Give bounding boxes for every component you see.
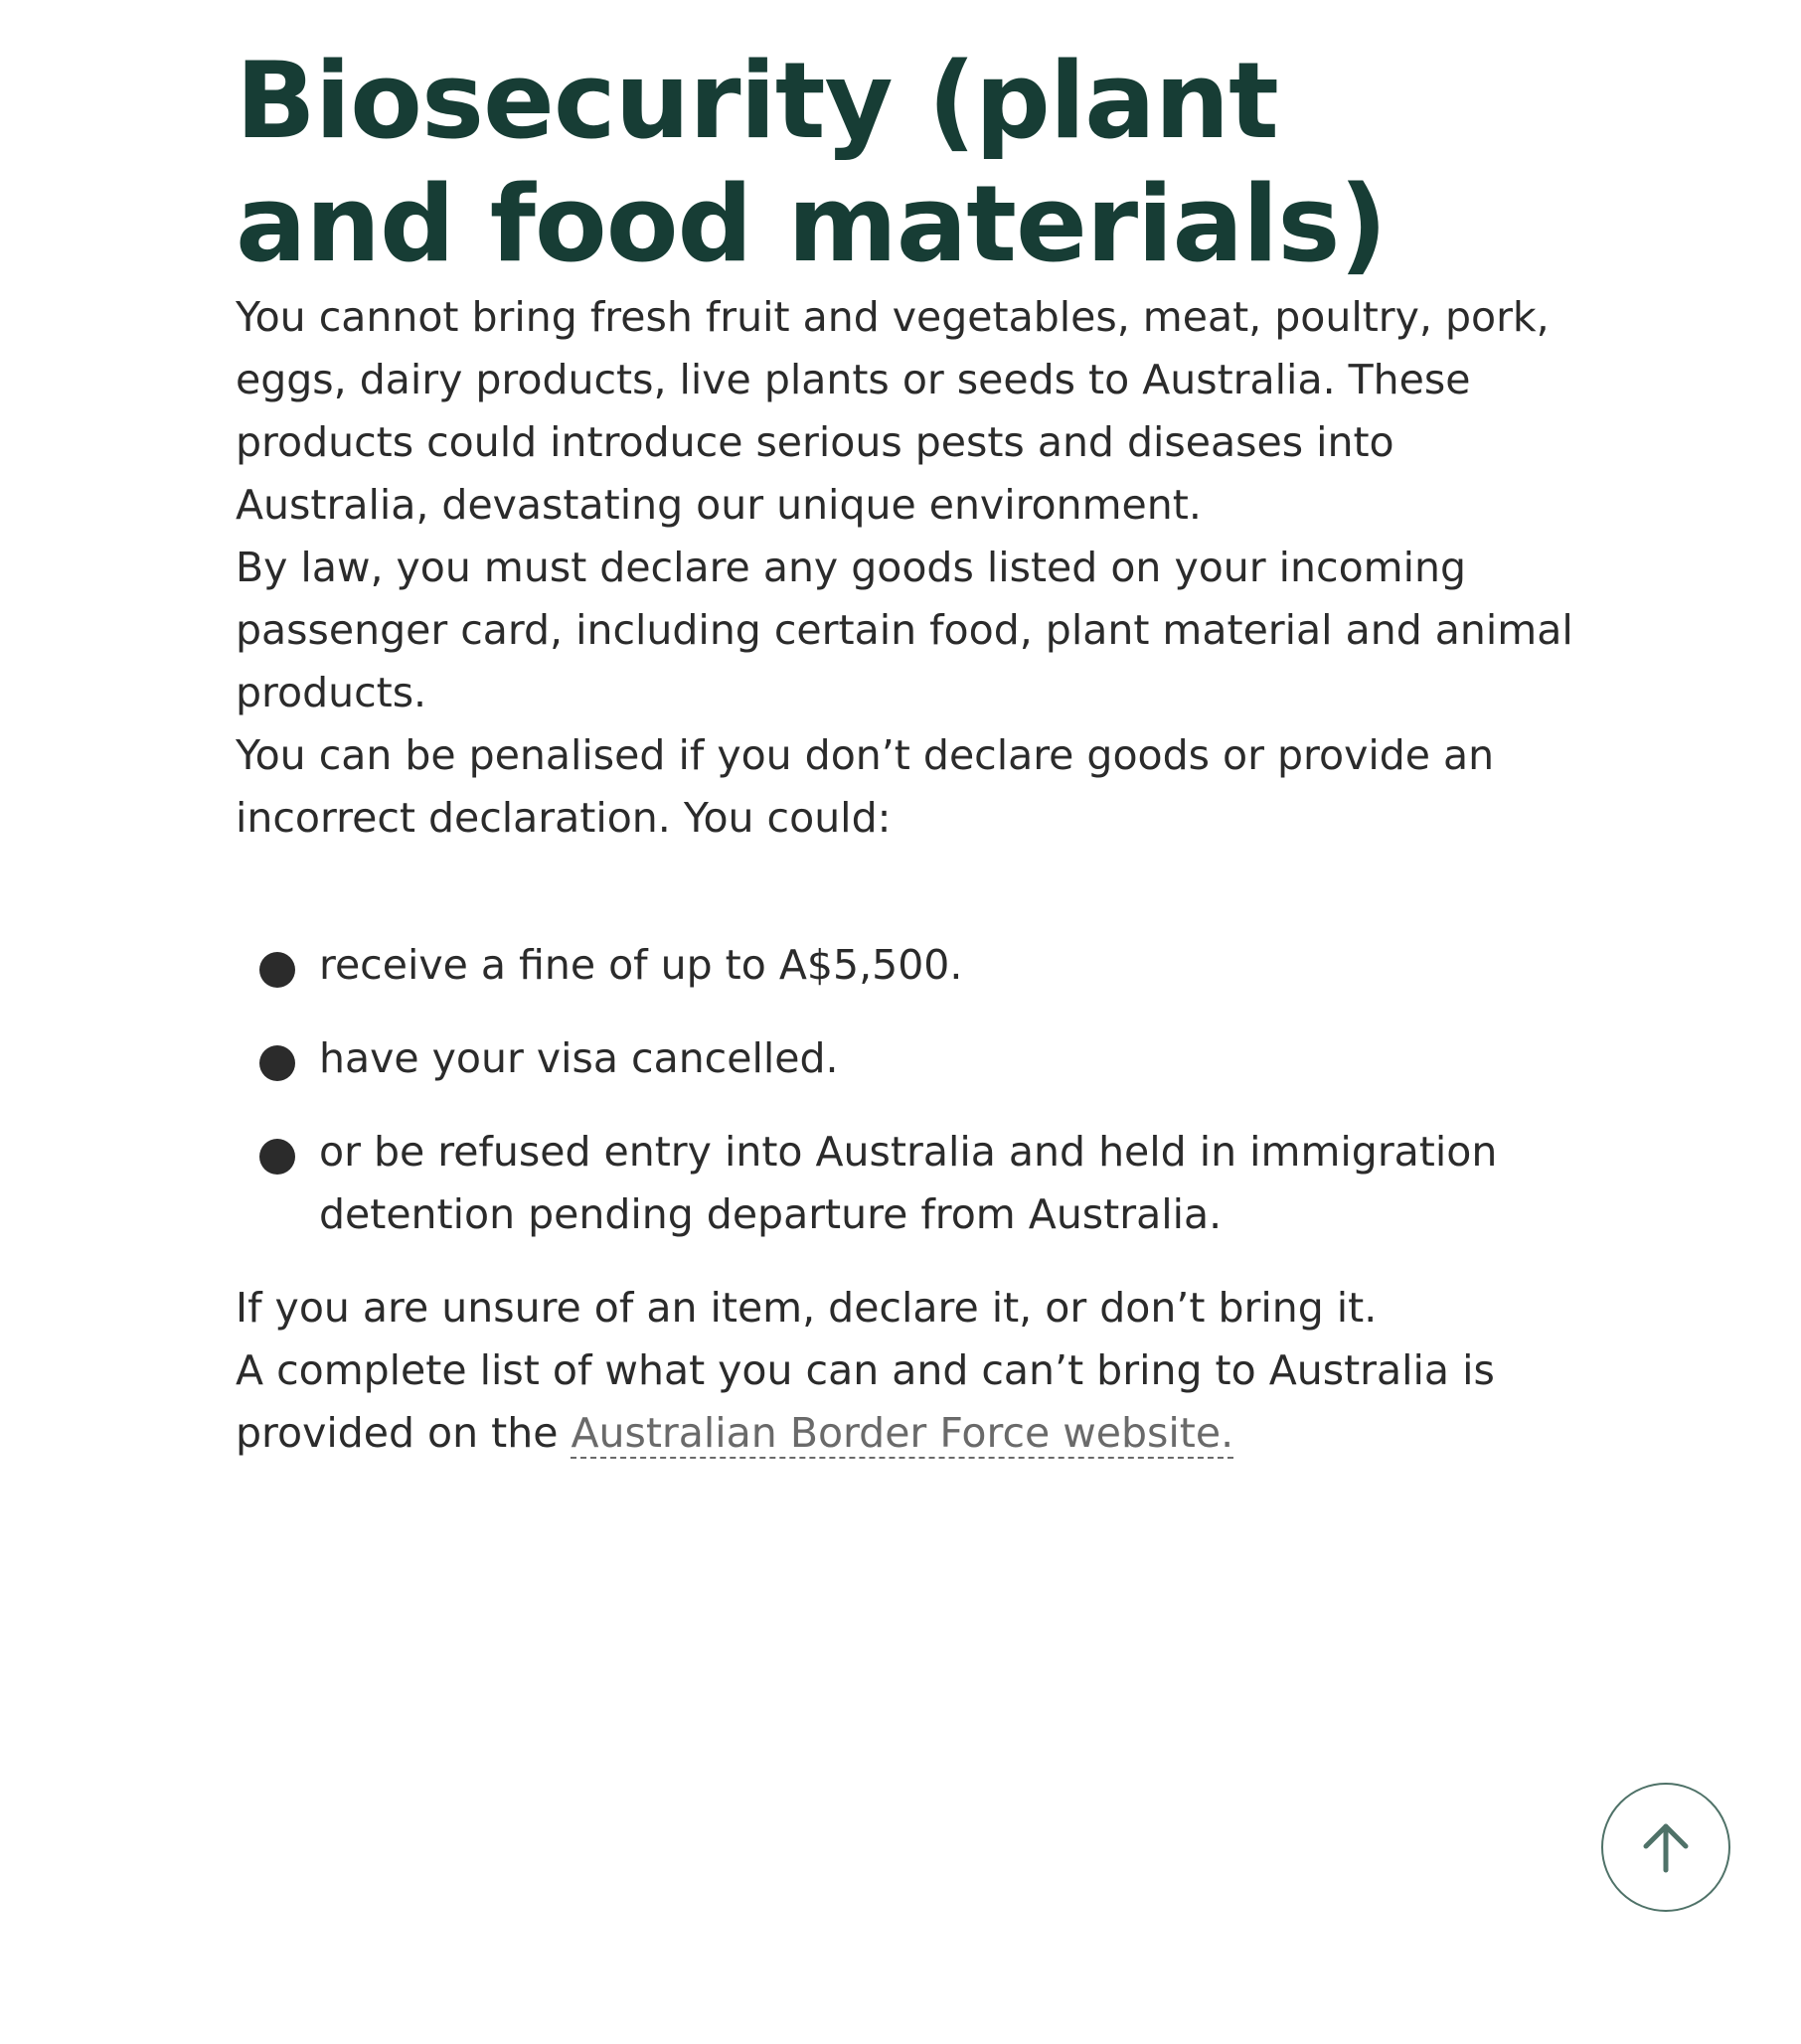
list-item-text: have your visa cancelled. (319, 1034, 839, 1082)
list-item-text: receive a fine of up to A$5,500. (319, 941, 963, 989)
complete-list-paragraph (236, 1339, 1597, 1465)
unsure-paragraph: If you are unsure of an item, declare it, or don’t bring it. (236, 1284, 1378, 1332)
bullet-icon (259, 1139, 295, 1175)
list-item (236, 1027, 1597, 1090)
intro-paragraph: You cannot bring fresh fruit and vegetables, meat, poultry, pork, eggs, dairy products, live plants or seeds to Australia. These products could introduce serious pests and diseases into Australia, devastating our unique environment. (236, 293, 1550, 529)
bullet-icon (259, 1045, 295, 1081)
page-title: Biosecurity (plant and food materials) (236, 40, 1387, 285)
arrow-up-icon (1637, 1818, 1695, 1876)
penalty-intro-paragraph: You can be penalised if you don’t declare goods or provide an incorrect declaration. You could: (236, 731, 1495, 842)
back-to-top-button[interactable] (1601, 1783, 1730, 1912)
article-content (236, 40, 1607, 1465)
penalty-list (236, 934, 1597, 1246)
bullet-icon (259, 952, 295, 988)
declaration-law-paragraph: By law, you must declare any goods listed on your incoming passenger card, including certain food, plant material and animal products. (236, 544, 1573, 716)
list-item (236, 934, 1597, 997)
list-item (236, 1121, 1597, 1246)
australian-border-force-link[interactable]: Australian Border Force website. (571, 1409, 1234, 1457)
complete-list-text: A complete list of what you can and can’t bring to Australia is provided on the (236, 1346, 1495, 1457)
list-item-text: or be refused entry into Australia and held in immigration detention pending departure from Australia. (319, 1128, 1498, 1238)
